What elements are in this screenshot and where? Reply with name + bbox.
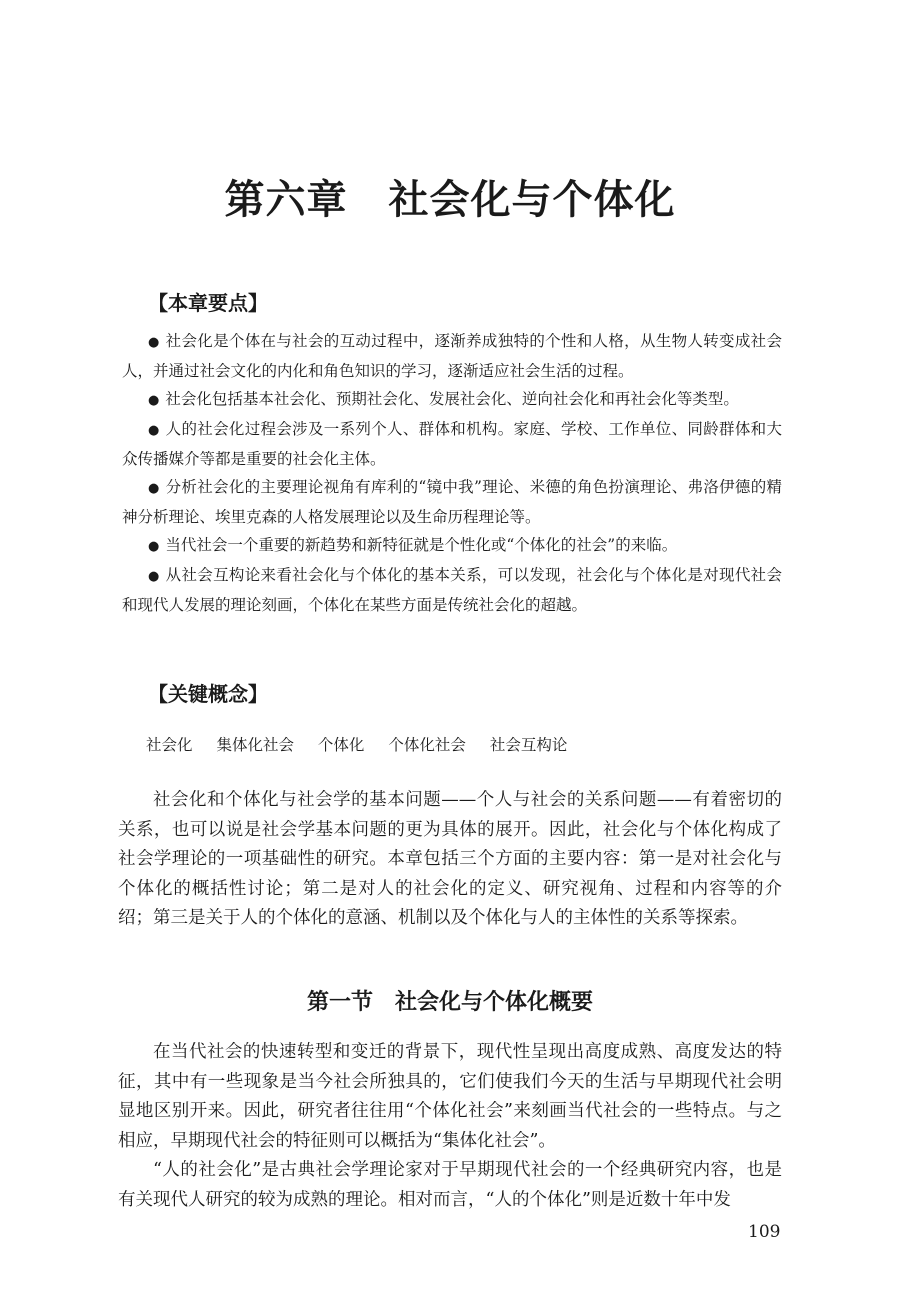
key-concept: 个体化社会 — [388, 736, 466, 754]
key-concept: 社会互构论 — [489, 736, 568, 754]
key-concepts-heading: 【关键概念】 — [148, 682, 268, 706]
bullet-icon: ● — [148, 539, 160, 554]
key-point-item — [122, 561, 782, 619]
intro-paragraph-block — [118, 786, 782, 934]
key-point-item — [122, 415, 782, 473]
body-paragraph: 在当代社会的快速转型和变迁的背景下，现代性呈现出高度成熟、高度发达的特征，其中有一些现象是当今社会所独具的，它们使我们今天的生活与早期现代社会明显地区别开来。因此，研究者往往用“个体化社会”来刻画当代社会的一些特点。与之相应，早期现代社会的特征则可以概括为“集体化社会”。 — [118, 1042, 782, 1151]
key-concept: 社会化 — [146, 736, 193, 754]
key-point-item — [122, 327, 782, 385]
bullet-icon: ● — [148, 335, 160, 350]
bullet-icon: ● — [148, 393, 160, 408]
key-point-item — [122, 385, 782, 415]
key-point-text: 从社会互构论来看社会化与个体化的基本关系，可以发现，社会化与个体化是对现代社会和现代人发展的理论刻画，个体化在某些方面是传统社会化的超越。 — [122, 566, 782, 614]
key-point-text: 社会化是个体在与社会的互动过程中，逐渐养成独特的个性和人格，从生物人转变成社会人，并通过社会文化的内化和角色知识的学习，逐渐适应社会生活的过程。 — [122, 332, 782, 380]
key-points-list — [122, 327, 782, 619]
body-paragraph: “人的社会化”是古典社会学理论家对于早期现代社会的一个经典研究内容，也是有关现代人研究的较为成熟的理论。相对而言，“人的个体化”则是近数十年中发 — [118, 1160, 782, 1210]
key-point-text: 社会化包括基本社会化、预期社会化、发展社会化、逆向社会化和再社会化等类型。 — [165, 390, 739, 408]
bullet-icon: ● — [148, 423, 160, 438]
key-point-text: 人的社会化过程会涉及一系列个人、群体和机构。家庭、学校、工作单位、同龄群体和大众传播媒介等都是重要的社会化主体。 — [122, 420, 782, 468]
intro-paragraph: 社会化和个体化与社会学的基本问题——个人与社会的关系问题——有着密切的关系，也可以说是社会学基本问题的更为具体的展开。因此，社会化与个体化构成了社会学理论的一项基础性的研究。本章包括三个方面的主要内容：第一是对社会化与个体化的概括性讨论；第二是对人的社会化的定义、研究视角、过程和内容等的介绍；第三是关于人的个体化的意涵、机制以及个体化与人的主体性的关系等探索。 — [118, 790, 782, 929]
key-point-item — [122, 473, 782, 531]
key-point-text: 当代社会一个重要的新趋势和新特征就是个性化或“个体化的社会”的来临。 — [165, 536, 678, 554]
key-concept: 集体化社会 — [216, 736, 294, 754]
key-concept: 个体化 — [317, 736, 365, 754]
section-body — [118, 1038, 782, 1216]
key-points-heading: 【本章要点】 — [148, 291, 268, 315]
page-number: 109 — [748, 1222, 781, 1242]
bullet-icon: ● — [148, 481, 160, 496]
chapter-title: 第六章 社会化与个体化 — [224, 177, 676, 223]
bullet-icon: ● — [148, 569, 160, 584]
key-point-text: 分析社会化的主要理论视角有库利的“镜中我”理论、米德的角色扮演理论、弗洛伊德的精神分析理论、埃里克森的人格发展理论以及生命历程理论等。 — [122, 478, 782, 526]
key-point-item — [122, 531, 782, 561]
key-concepts-list — [146, 733, 586, 755]
section-title: 第一节 社会化与个体化概要 — [306, 990, 593, 1015]
